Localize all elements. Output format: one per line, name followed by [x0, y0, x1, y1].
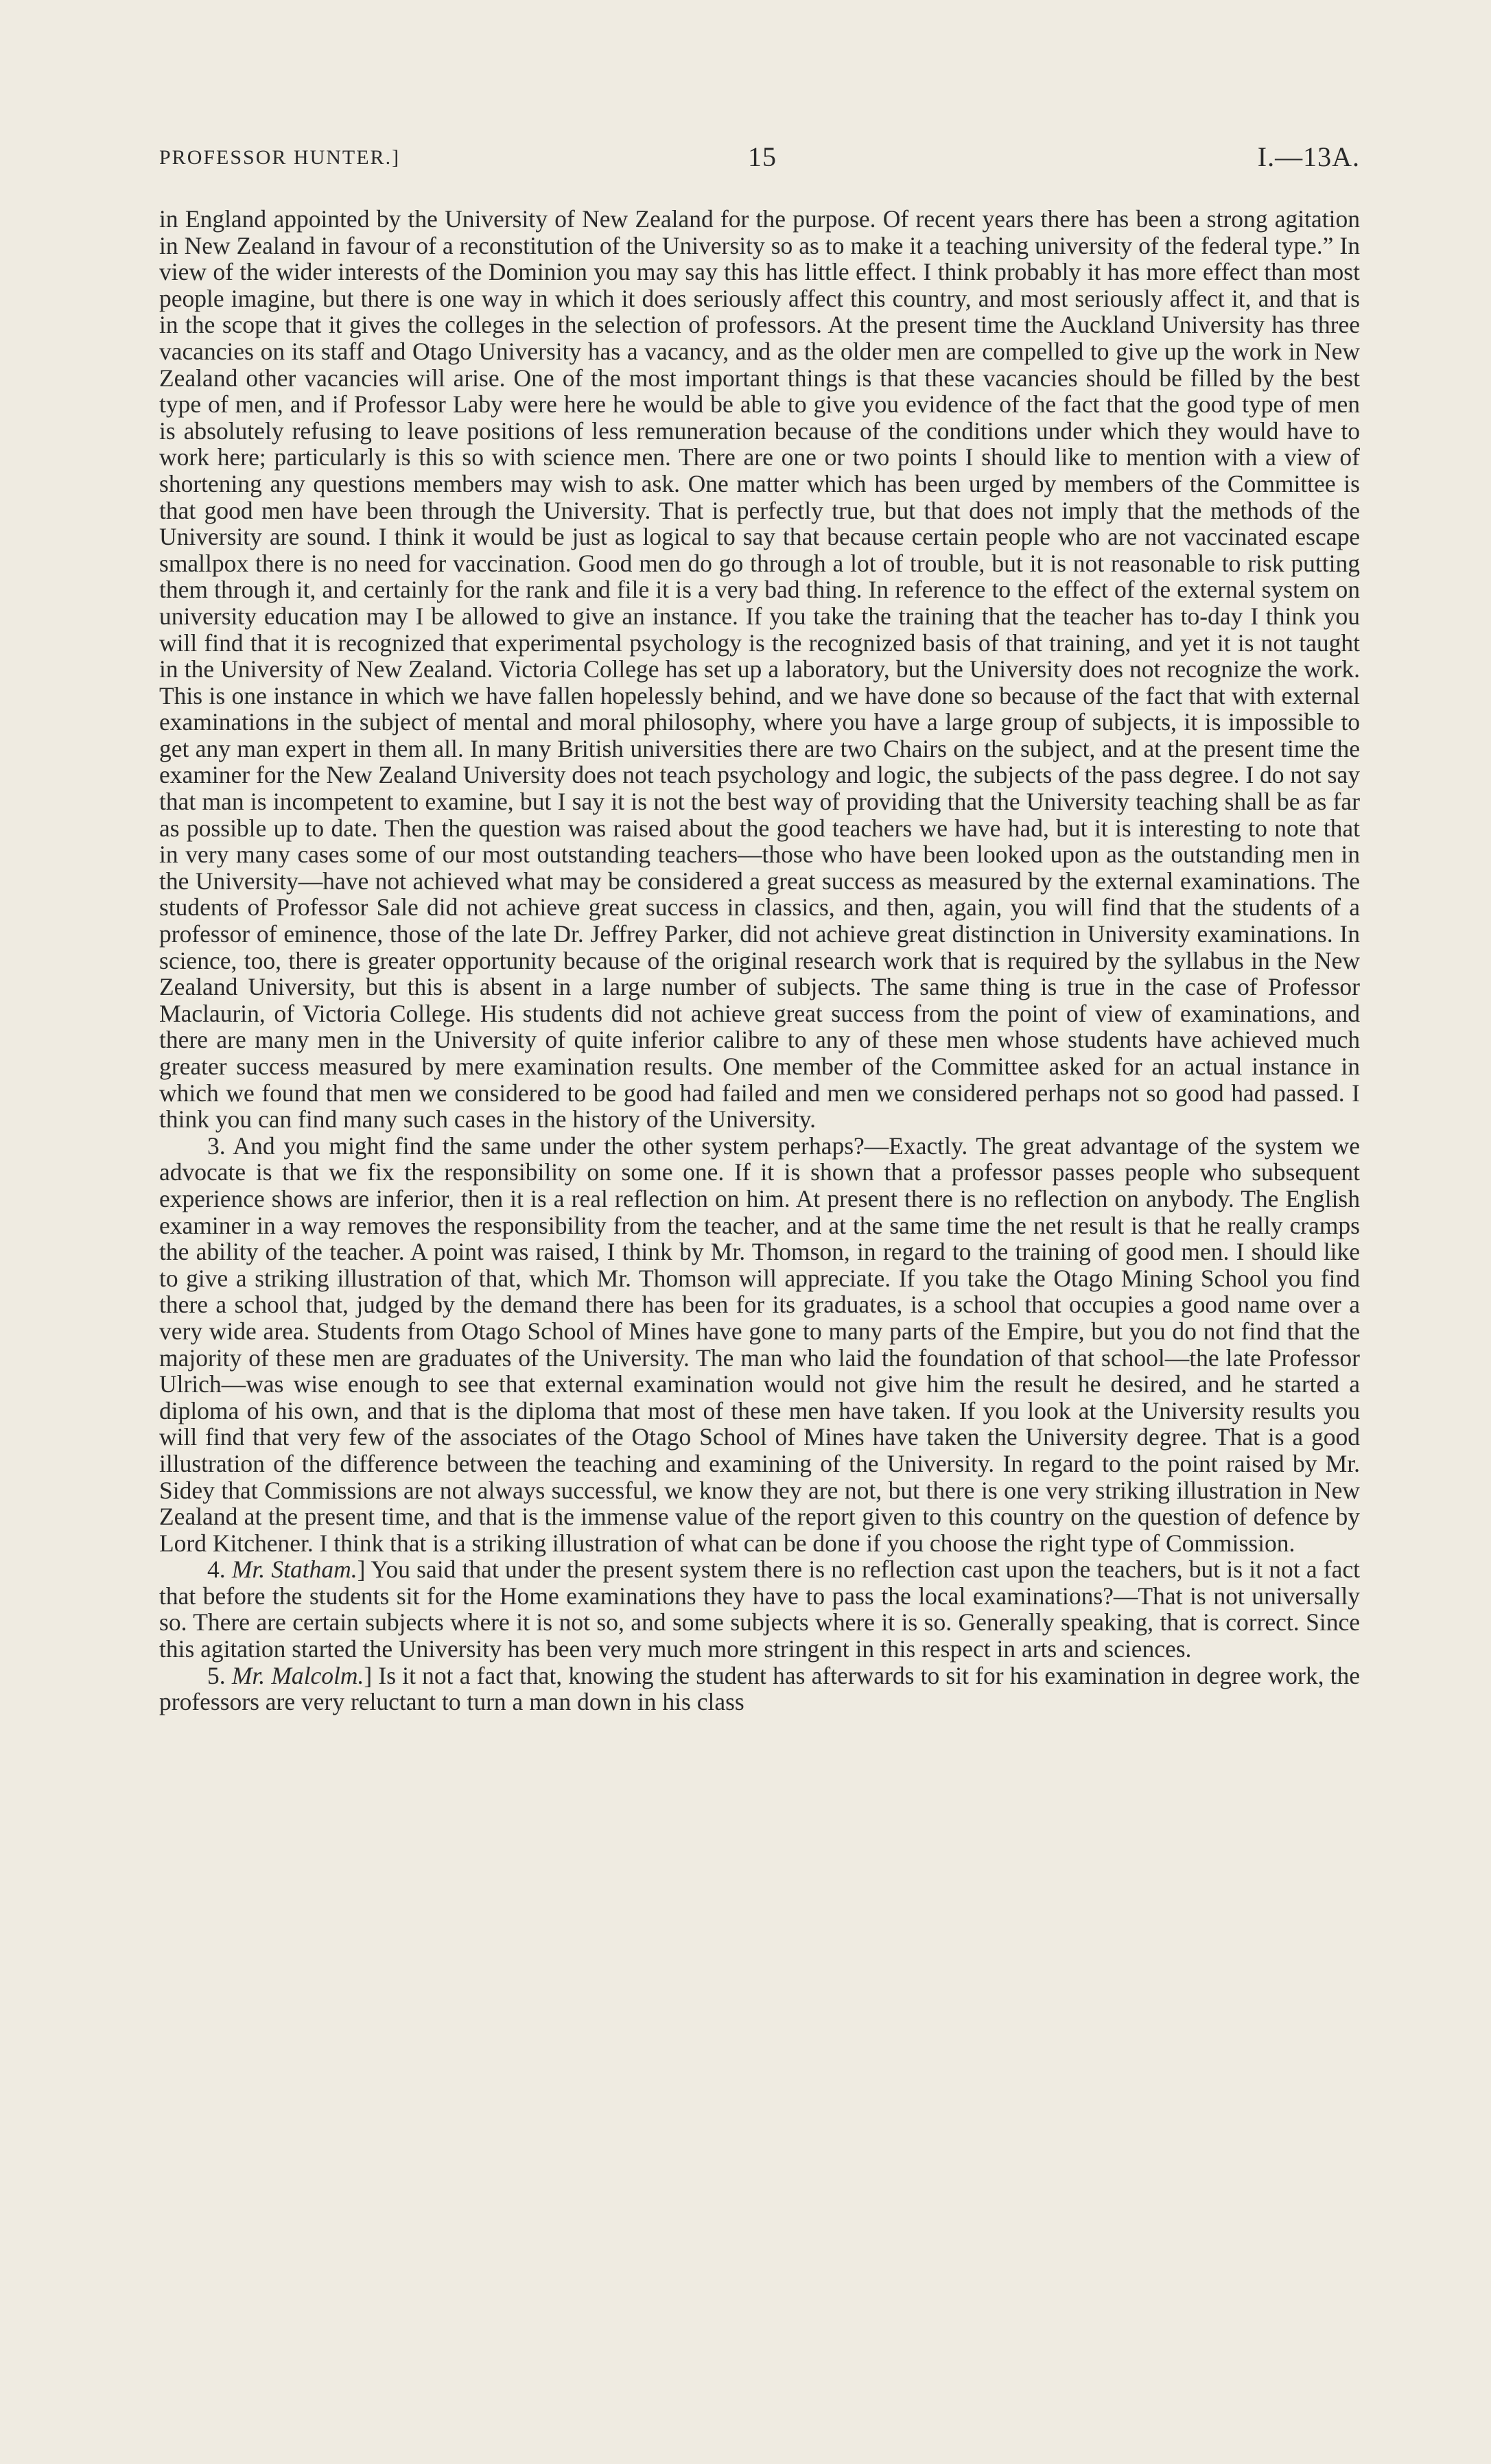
running-head-title: PROFESSOR HUNTER.] [159, 146, 401, 169]
speaker-name: Mr. Malcolm. [231, 1661, 364, 1689]
speaker-name: Mr. Statham. [231, 1556, 357, 1584]
question-number: 5. [207, 1661, 226, 1689]
question-number: 4. [207, 1556, 226, 1584]
paragraph-3 [159, 1556, 1360, 1662]
page-header [159, 141, 1360, 182]
paragraph-4 [159, 1663, 1360, 1715]
paragraph-2 [159, 1133, 1360, 1557]
paragraph-text: ] Is it not a fact that, knowing the student has afterwards to sit for his examination in degree work, the professors are very reluctant to turn a man down in his class [159, 1661, 1360, 1716]
body-text [159, 206, 1360, 1715]
paragraph-text: in England appointed by the University of New Zealand for the purpose. Of recent years there has been a strong agitation in New Zealand in favour of a reconstitution of the University so as to make it a teaching university of the federal type.” In view of the wider interests of the Dominion you may say this has little effect. I think probably it has more effect than most people imagine, but there is one way in which it does seriously affect this country, and most seriously affect it, and that is in the scope that it gives the colleges in the selection of professors. At the present time the Auckland University has three vacancies on its staff and Otago University has a vacancy, and as the older men are compelled to give up the work in New Zealand other vacancies will arise. One of the most important things is that these vacancies should be filled by the best type of men, and if Professor Laby were here he would be able to give you evidence of the fact that the good type of men is absolutely refusing to leave positions of less remuneration because of the conditions under which they would have to work here; particularly is this so with science men. There are one or two points I should like to mention with a view of shortening any questions members may wish to ask. One matter which has been urged by members of the Committee is that good men have been through the University. That is perfectly true, but that does not imply that the methods of the University are sound. I think it would be just as logical to say that because certain people who are not vaccinated escape smallpox there is no need for vaccination. Good men do go through a lot of trouble, but it is not reasonable to risk putting them through it, and certainly for the rank and file it is a very bad thing. In reference to the effect of the external system on university education may I be allowed to give an instance. If you take the training that the teacher has to-day I think you will find that it is recognized that experimental psychology is the recognized basis of that training, and yet it is not taught in the University of New Zealand. Victoria College has set up a laboratory, but the University does not recognize the work. This is one instance in which we have fallen hopelessly behind, and we have done so because of the fact that with external examinations in the subject of mental and moral philosophy, where you have a large group of subjects, it is impossible to get any man expert in them all. In many British universities there are two Chairs on the subject, and at the present time the examiner for the New Zealand University does not teach psychology and logic, the subjects of the pass degree. I do not say that man is incompetent to examine, but I say it is not the best way of providing that the University teaching shall be as far as possible up to date. Then the question was raised about the good teachers we have had, but it is interesting to note that in very many cases some of our most outstanding teachers—those who have been looked upon as the outstanding men in the University—have not achieved what may be considered a great success as measured by the external examinations. The students of Professor Sale did not achieve great success in classics, and then, again, you will find that the students of a professor of eminence, those of the late Dr. Jeffrey Parker, did not achieve great distinction in University examinations. In science, too, there is greater opportunity because of the original research work that is required by the syllabus in the New Zealand University, but this is absent in a large number of subjects. The same thing is true in the case of Professor Maclaurin, of Victoria College. His students did not achieve great success from the point of view of examinations, and there are many men in the University of quite inferior calibre to any of these men whose students have achieved much greater success measured by mere examination results. One member of the Committee asked for an actual instance in which we found that men we considered to be good had failed and men we considered perhaps not so good had passed. I think you can find many such cases in the history of the University. [159, 205, 1360, 1134]
paragraph-1 [159, 206, 1360, 1133]
page-number: 15 [748, 141, 777, 172]
document-reference: I.—13A. [1257, 141, 1360, 172]
paragraph-text: 3. And you might find the same under the other system perhaps?—Exactly. The great advantage of the system we advocate is that we fix the responsibility on some one. If it is shown that a professor passes people who subsequent experience shows are inferior, then it is a real reflection on him. At present there is no reflection on anybody. The English examiner in a way removes the responsibility from the teacher, and at the same time the net result is that he really cramps the ability of the teacher. A point was raised, I think by Mr. Thomson, in regard to the training of good men. I should like to give a striking illustration of that, which Mr. Thomson will appreciate. If you take the Otago Mining School you find there a school that, judged by the demand there has been for its graduates, is a school that occupies a good name over a very wide area. Students from Otago School of Mines have gone to many parts of the Empire, but you do not find that the majority of these men are graduates of the University. The man who laid the foundation of that school—the late Professor Ulrich—was wise enough to see that external examination would not give him the result he desired, and he started a diploma of his own, and that is the diploma that most of these men have taken. If you look at the University results you will find that very few of the associates of the Otago School of Mines have taken the University degree. That is a good illustration of the difference between the teaching and examining of the University. In regard to the point raised by Mr. Sidey that Commissions are not always successful, we know they are not, but there is one very striking illustration in New Zealand at the present time, and that is the immense value of the report given to this country on the question of defence by Lord Kitchener. I think that is a striking illustration of what can be done if you choose the right type of Commission. [159, 1131, 1360, 1557]
paragraph-text: ] You said that under the present system there is no reflection cast upon the teachers, but is it not a fact that before the students sit for the Home examinations they have to pass the local examinations?—That is not universally so. There are certain subjects where it is not so, and some subjects where it is so. Generally speaking, that is correct. Since this agitation started the University has been very much more stringent in this respect in arts and sciences. [159, 1556, 1360, 1663]
